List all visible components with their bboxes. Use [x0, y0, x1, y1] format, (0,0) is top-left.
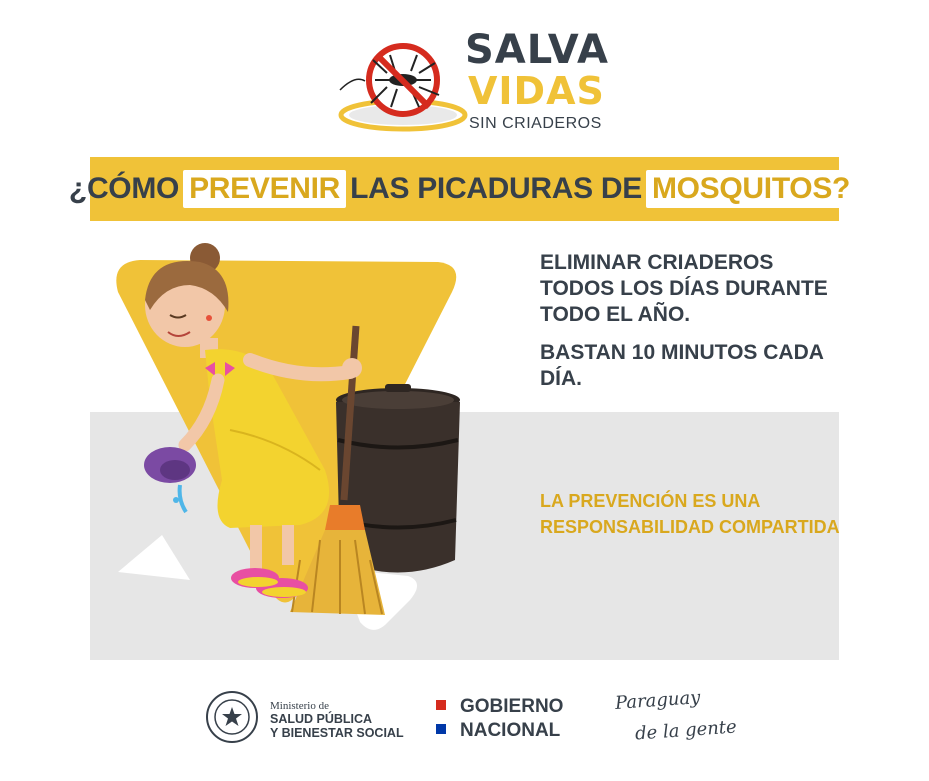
message-ten-minutes: BASTAN 10 MINUTOS CADA DÍA. — [540, 341, 824, 390]
heading-highlight-prevenir: PREVENIR — [183, 170, 346, 208]
government-line1: GOBIERNO — [460, 696, 564, 717]
heading-part-2: LAS PICADURAS DE — [350, 172, 642, 205]
ministry-name-line2: Y BIENESTAR SOCIAL — [270, 726, 404, 740]
tagline-de-la-gente: de la gente — [634, 716, 738, 745]
government-line2: NACIONAL — [460, 720, 561, 741]
message-eliminate-breeding-sites: ELIMINAR CRIADEROS TODOS LOS DÍAS DURANTE TODO EL AÑO. — [540, 251, 828, 326]
logo-title-salva: SALVA — [465, 27, 609, 73]
heading-part-1: ¿CÓMO — [68, 172, 180, 205]
flag-red-square — [436, 700, 446, 710]
ministry-name-line1: SALUD PÚBLICA — [270, 712, 373, 726]
question-heading — [68, 157, 851, 221]
white-triangle-lower-left — [118, 535, 190, 580]
flag-blue-square — [436, 724, 446, 734]
logo-title-vidas: VIDAS — [468, 69, 605, 113]
tagline-paraguay: Paraguay — [614, 687, 702, 714]
ministry-prefix: Ministerio de — [270, 700, 329, 712]
white-triangle-small — [438, 335, 470, 368]
message-shared-responsibility: LA PREVENCIÓN ES UNA RESPONSABILIDAD COMPARTIDA — [540, 491, 840, 537]
heading-highlight-mosquitos: MOSQUITOS? — [646, 170, 856, 208]
logo-subtitle: SIN CRIADEROS — [469, 115, 602, 132]
national-seal-icon — [205, 690, 259, 744]
